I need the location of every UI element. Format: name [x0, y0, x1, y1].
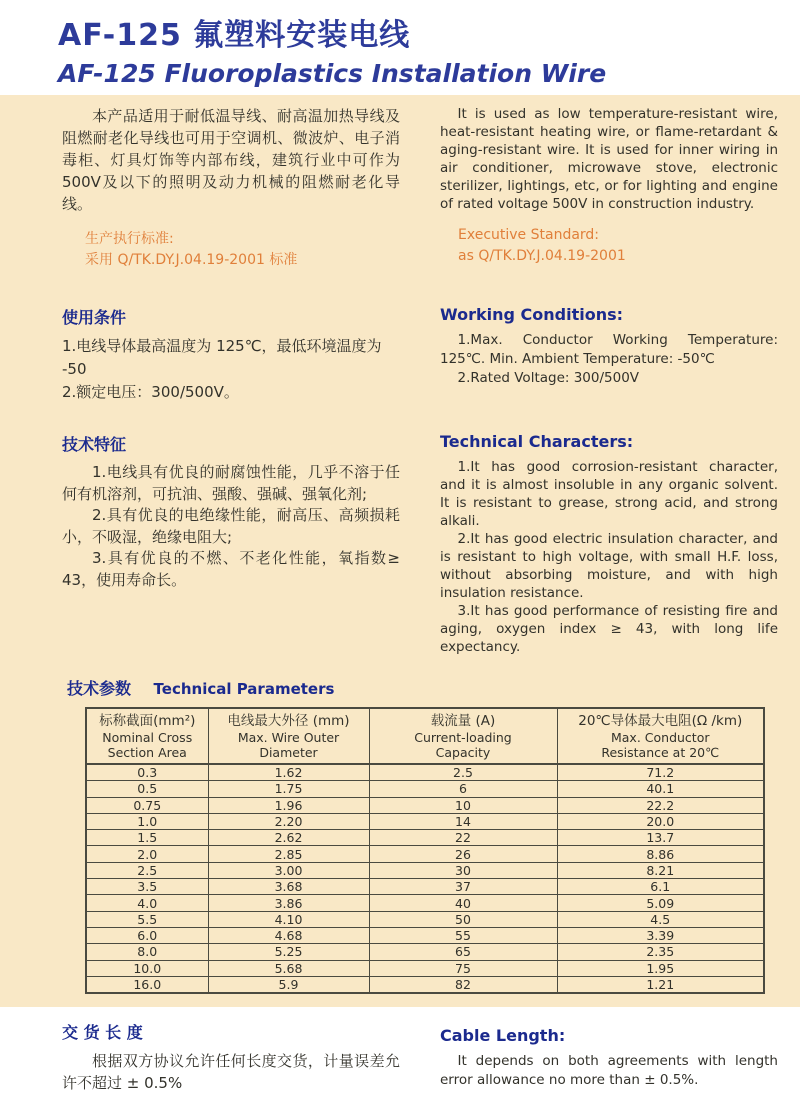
table-cell: 40 [369, 895, 557, 911]
table-row [86, 927, 764, 943]
feature-item: 3.具有优良的不燃、不老化性能，氧指数≥ 43，使用寿命长。 [62, 549, 400, 589]
feature-item: 2.It has good electric insulation character, and is resistant to high voltage, with small H.F. loss, without absorbing moisture, and with high insulation resistance. [440, 531, 778, 601]
table-cell: 8.21 [557, 862, 764, 878]
table-cell: 3.00 [208, 862, 369, 878]
technical-characters-zh [62, 432, 400, 656]
table-cell: 6 [369, 781, 557, 797]
table-cell: 3.39 [557, 927, 764, 943]
column-header [208, 708, 369, 764]
table-cell: 1.21 [557, 976, 764, 993]
table-cell: 3.68 [208, 879, 369, 895]
table-row [86, 895, 764, 911]
table-cell: 4.10 [208, 911, 369, 927]
column-header-zh: 电线最大外径 (mm) [227, 713, 350, 729]
table-cell: 2.20 [208, 813, 369, 829]
working-conditions-zh [62, 305, 400, 404]
table-cell: 5.68 [208, 960, 369, 976]
cable-length-text-en: It depends on both agreements with length error allowance no more than ± 0.5%. [440, 1053, 778, 1089]
feature-item: 1.电线具有优良的耐腐蚀性能，几乎不溶于任何有机溶剂，可抗油、强酸、强碱、强氧化剂; [62, 463, 400, 503]
section-heading-zh: 使用条件 [62, 308, 127, 327]
table-cell: 8.86 [557, 846, 764, 862]
table-cell: 4.5 [557, 911, 764, 927]
column-header-en: Diameter [259, 745, 318, 760]
column-header-en: Max. Wire Outer [237, 730, 340, 745]
table-cell: 5.25 [208, 944, 369, 960]
table-cell: 75 [369, 960, 557, 976]
table-row [86, 944, 764, 960]
column-header-en: Current-loading [414, 730, 512, 745]
cable-length-section [0, 1020, 800, 1094]
table-cell: 4.0 [86, 895, 208, 911]
table-cell: 22 [369, 830, 557, 846]
table-cell: 2.62 [208, 830, 369, 846]
table-row [86, 960, 764, 976]
table-cell: 3.86 [208, 895, 369, 911]
column-header-en: Max. Conductor [610, 730, 710, 745]
table-row [86, 862, 764, 878]
column-header-zh: 载流量 (A) [430, 713, 496, 729]
table-cell: 20.0 [557, 813, 764, 829]
table-cell: 1.95 [557, 960, 764, 976]
table-cell: 1.0 [86, 813, 208, 829]
table-cell: 30 [369, 862, 557, 878]
condition-item: 1.电线导体最高温度为 125℃，最低环境温度为 -50 [62, 337, 382, 378]
table-cell: 8.0 [86, 944, 208, 960]
table-cell: 2.5 [369, 764, 557, 781]
section-heading-en: Technical Characters: [440, 432, 634, 451]
section-heading-zh: 技术特征 [62, 435, 127, 454]
column-header [369, 708, 557, 764]
column-header-zh: 标称截面(mm²) [99, 713, 196, 729]
intro-section [0, 95, 800, 271]
table-cell: 37 [369, 879, 557, 895]
executive-standard-value-zh: 采用 Q/TK.DY.J.04.19-2001 标准 [85, 252, 298, 268]
table-cell: 5.5 [86, 911, 208, 927]
feature-item: 3.It has good performance of resisting fire and aging, oxygen index ≥ 43, with long life expectancy. [440, 603, 778, 655]
table-cell: 0.3 [137, 765, 158, 781]
column-header-zh: 20℃导体最大电阻(Ω /km) [578, 713, 743, 729]
parameters-table-body [86, 764, 764, 993]
table-cell: 1.75 [208, 781, 369, 797]
table-row [86, 813, 764, 829]
page-title-zh: AF-125 氟塑料安装电线 [58, 18, 411, 53]
table-row [86, 830, 764, 846]
table-cell: 82 [369, 976, 557, 993]
cable-length-text-zh: 根据双方协议允许任何长度交货，计量误差允许不超过 ± 0.5% [62, 1052, 400, 1093]
feature-item: 1.It has good corrosion-resistant character, and it is almost insoluble in any organic solvent. It is resistant to grease, strong acid, and strong alkali. [440, 459, 778, 529]
parameters-heading-zh: 技术参数 [67, 679, 132, 698]
table-cell: 2.5 [86, 862, 208, 878]
table-cell: 5.9 [208, 976, 369, 993]
intro-paragraph-en: It is used as low temperature-resistant wire, heat-resistant heating wire, or flame-retardant & aging-resistant wire. It is used for inner wiring in air conditioner, microwave stove, electronic sterilizer, lightings, etc, or for lighting and engine of rated voltage 500V in construction industry. [440, 106, 778, 212]
table-cell: 10 [369, 797, 557, 813]
condition-item: 2.Rated Voltage: 300/500V [457, 370, 640, 386]
title-bar [0, 0, 800, 95]
table-row [86, 976, 764, 993]
table-cell: 2.85 [208, 846, 369, 862]
column-header-en: Nominal Cross [102, 730, 193, 745]
table-cell: 50 [369, 911, 557, 927]
table-cell: 5.09 [557, 895, 764, 911]
column-header-en: Capacity [435, 745, 491, 760]
table-cell: 22.2 [557, 797, 764, 813]
feature-item: 2.具有优良的电绝缘性能，耐高压、高频损耗小，不吸湿，绝缘电阻大; [62, 506, 400, 546]
intro-column-zh [62, 105, 400, 271]
table-cell: 55 [369, 927, 557, 943]
table-row [86, 879, 764, 895]
section-heading-en: Working Conditions: [440, 305, 623, 324]
column-header-en: Section Area [107, 745, 187, 760]
executive-standard-label-en: Executive Standard: [458, 227, 600, 243]
table-cell: 1.96 [208, 797, 369, 813]
technical-parameters-section [0, 676, 800, 994]
table-cell: 2.35 [557, 944, 764, 960]
column-header [557, 708, 764, 764]
table-cell: 4.68 [208, 927, 369, 943]
table-cell: 6.1 [557, 879, 764, 895]
table-cell: 71.2 [557, 764, 764, 781]
condition-item: 1.Max. Conductor Working Temperature: 125℃. Min. Ambient Temperature: -50℃ [440, 332, 778, 367]
column-header-en: Resistance at 20℃ [601, 745, 720, 760]
table-cell: 2.0 [86, 846, 208, 862]
table-cell: 40.1 [557, 781, 764, 797]
table-cell: 26 [369, 846, 557, 862]
table-cell: 65 [369, 944, 557, 960]
executive-standard-label-zh: 生产执行标准: [85, 231, 174, 247]
page-title-en: AF-125 Fluoroplastics Installation Wire [58, 59, 607, 88]
technical-characters-en [440, 432, 778, 656]
table-cell: 1.5 [86, 830, 208, 846]
section-heading-zh: 交 货 长 度 [62, 1023, 143, 1043]
header-row [86, 708, 764, 764]
intro-column-en [440, 105, 778, 271]
table-cell: 0.75 [86, 797, 208, 813]
executive-standard-value-en: as Q/TK.DY.J.04.19-2001 [458, 248, 626, 264]
table-cell: 16.0 [86, 976, 208, 993]
table-row [86, 797, 764, 813]
table-cell: 0.5 [86, 781, 208, 797]
parameters-table-header [86, 708, 764, 764]
table-cell: 1.62 [208, 764, 369, 781]
table-cell: 10.0 [86, 960, 208, 976]
table-row [86, 911, 764, 927]
cable-length-en [440, 1020, 778, 1094]
table-cell: 6.0 [86, 927, 208, 943]
intro-paragraph-zh: 本产品适用于耐低温导线、耐高温加热导线及阻燃耐老化导线也可用于空调机、微波炉、电子消毒柜、灯具灯饰等内部布线，建筑行业中可作为500V及以下的照明及动力机械的阻燃耐老化导线。 [62, 107, 400, 213]
cable-length-zh [62, 1020, 400, 1094]
table-cell: 3.5 [86, 879, 208, 895]
working-conditions-section [0, 305, 800, 404]
parameters-table [85, 707, 765, 994]
parameters-heading [67, 676, 800, 699]
table-row [86, 781, 764, 797]
condition-item: 2.额定电压：300/500V。 [62, 383, 239, 401]
table-cell: 14 [369, 813, 557, 829]
table-cell: 13.7 [557, 830, 764, 846]
technical-characters-section [0, 432, 800, 656]
parameters-heading-en: Technical Parameters [153, 680, 335, 698]
table-row [86, 846, 764, 862]
working-conditions-en [440, 305, 778, 404]
section-heading-en: Cable Length: [440, 1026, 566, 1046]
column-header [86, 708, 208, 764]
table-row [86, 764, 764, 781]
